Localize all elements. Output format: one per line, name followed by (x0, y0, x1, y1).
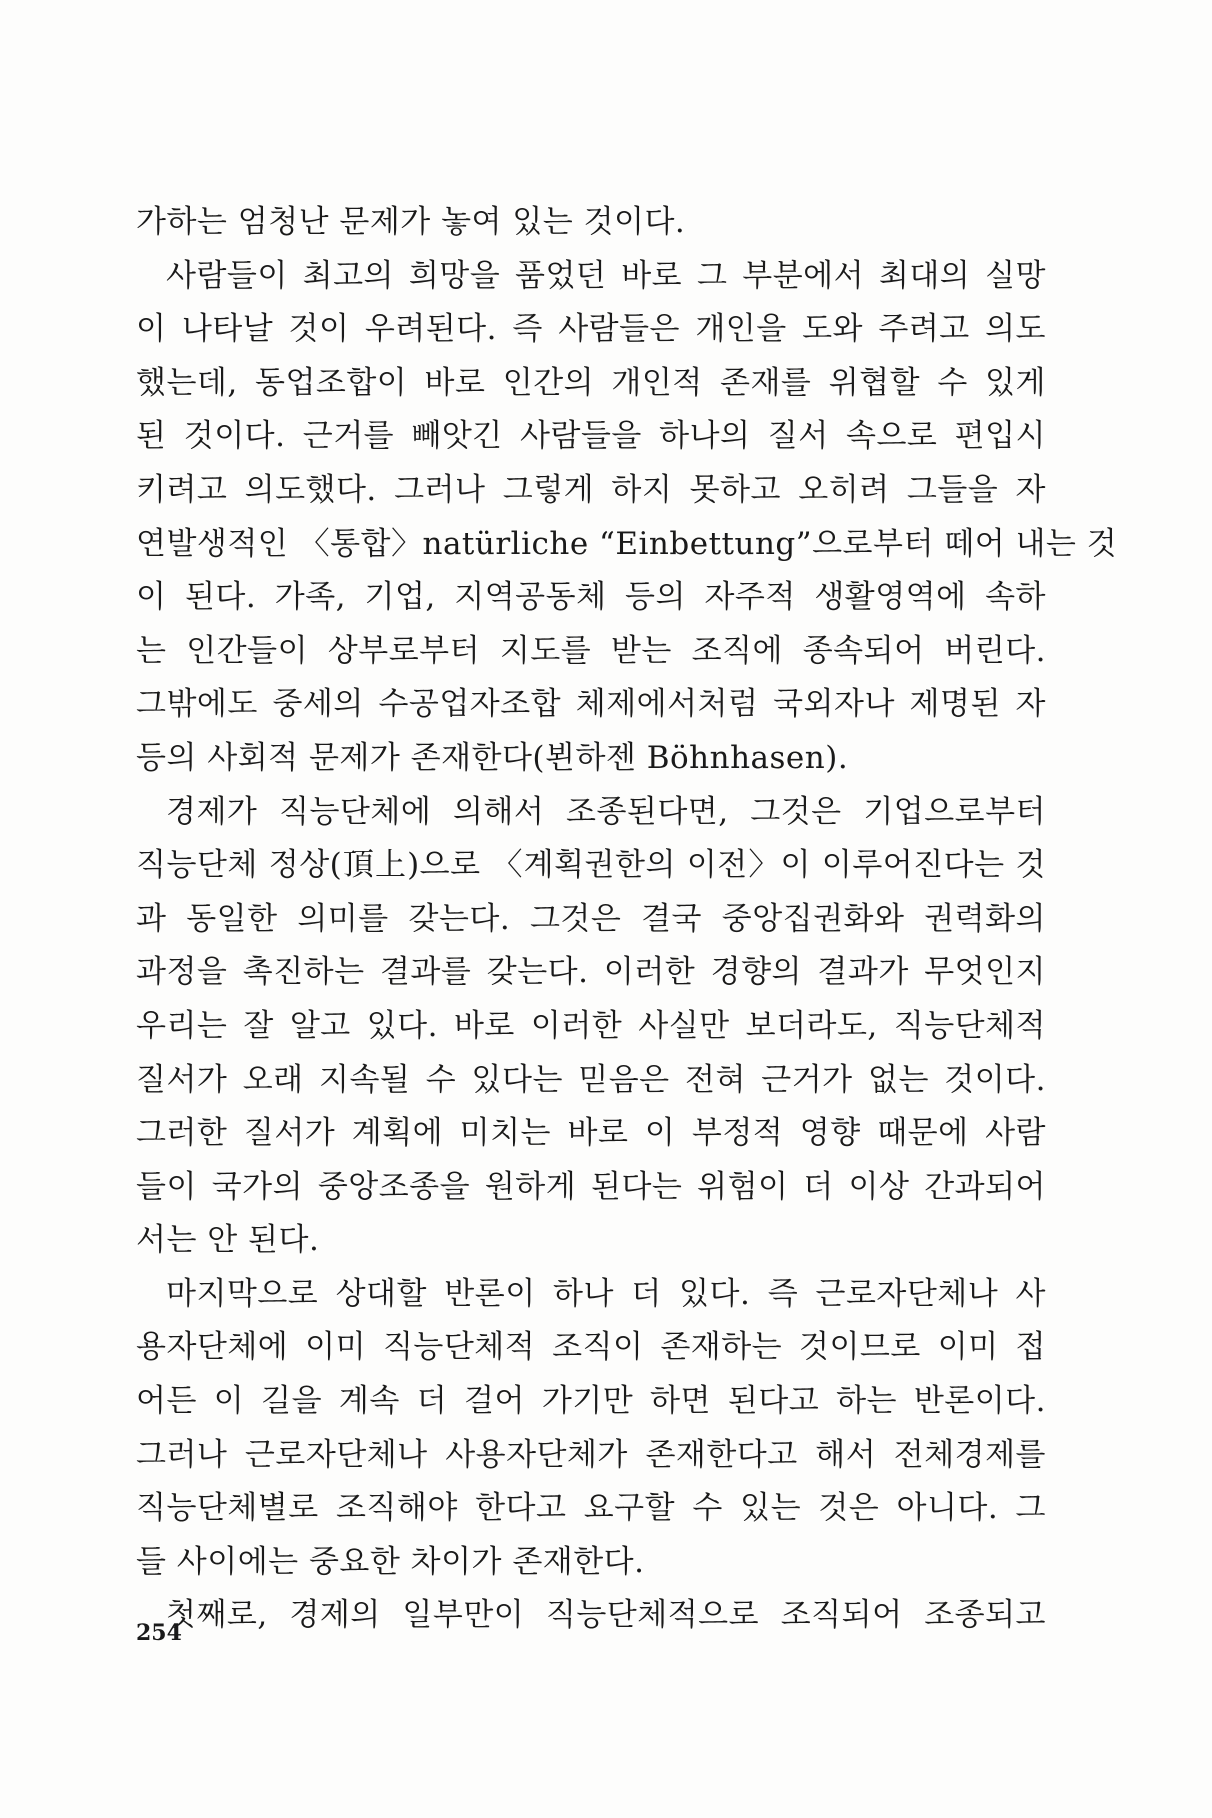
text-line: 과 동일한 의미를 갖는다. 그것은 결국 중앙집권화와 권력화의 (136, 900, 1046, 937)
text-line: 했는데, 동업조합이 바로 인간의 개인적 존재를 위협할 수 있게 (136, 364, 1046, 401)
text-line: 들 사이에는 중요한 차이가 존재한다. (136, 1543, 645, 1580)
text-line: 키려고 의도했다. 그러나 그렇게 하지 못하고 오히려 그들을 자 (136, 471, 1046, 508)
text-line: 서는 안 된다. (136, 1222, 320, 1259)
text-line: 이 된다. 가족, 기업, 지역공동체 등의 자주적 생활영역에 속하 (136, 579, 1046, 616)
text-line: 연발생적인 〈통합〉natürliche “Einbettung”으로부터 떼어 내는 것 (136, 525, 1118, 562)
text-line: 된 것이다. 근거를 빼앗긴 사람들을 하나의 질서 속으로 편입시 (136, 418, 1046, 455)
page-number: 254 (136, 1620, 182, 1646)
text-line: 직능단체 정상(頂上)으로 〈계획권한의 이전〉이 이루어진다는 것 (136, 847, 1046, 884)
text-line: 그밖에도 중세의 수공업자조합 체제에서처럼 국외자나 제명된 자 (136, 686, 1046, 723)
text-line: 가하는 엄청난 문제가 놓여 있는 것이다. (136, 204, 686, 240)
text-line: 우리는 잘 알고 있다. 바로 이러한 사실만 보더라도, 직능단체적 (136, 1007, 1046, 1044)
text-line: 그러한 질서가 계획에 미치는 바로 이 부정적 영향 때문에 사람 (136, 1115, 1046, 1152)
text-line: 마지막으로 상대할 반론이 하나 더 있다. 즉 근로자단체나 사 (166, 1275, 1046, 1312)
body-text (136, 196, 1118, 1643)
text-line: 사람들이 최고의 희망을 품었던 바로 그 부분에서 최대의 실망 (166, 257, 1046, 294)
text-line: 들이 국가의 중앙조종을 원하게 된다는 위험이 더 이상 간과되어 (136, 1168, 1046, 1205)
text-line: 첫째로, 경제의 일부만이 직능단체적으로 조직되어 조종되고 (166, 1597, 1046, 1634)
text-line: 경제가 직능단체에 의해서 조종된다면, 그것은 기업으로부터 (166, 793, 1046, 830)
text-line: 그러나 근로자단체나 사용자단체가 존재한다고 해서 전체경제를 (136, 1436, 1046, 1473)
text-line: 는 인간들이 상부로부터 지도를 받는 조직에 종속되어 버린다. (136, 632, 1046, 669)
text-line: 어든 이 길을 계속 더 걸어 가기만 하면 된다고 하는 반론이다. (136, 1383, 1046, 1420)
text-line: 이 나타날 것이 우려된다. 즉 사람들은 개인을 도와 주려고 의도 (136, 311, 1046, 348)
text-line: 등의 사회적 문제가 존재한다(뵌하젠 Böhnhasen). (136, 739, 849, 776)
text-line: 과정을 촉진하는 결과를 갖는다. 이러한 경향의 결과가 무엇인지 (136, 954, 1046, 991)
text-line: 질서가 오래 지속될 수 있다는 믿음은 전혀 근거가 없는 것이다. (136, 1061, 1046, 1098)
text-line: 직능단체별로 조직해야 한다고 요구할 수 있는 것은 아니다. 그 (136, 1490, 1046, 1527)
text-line: 용자단체에 이미 직능단체적 조직이 존재하는 것이므로 이미 접 (136, 1329, 1046, 1366)
